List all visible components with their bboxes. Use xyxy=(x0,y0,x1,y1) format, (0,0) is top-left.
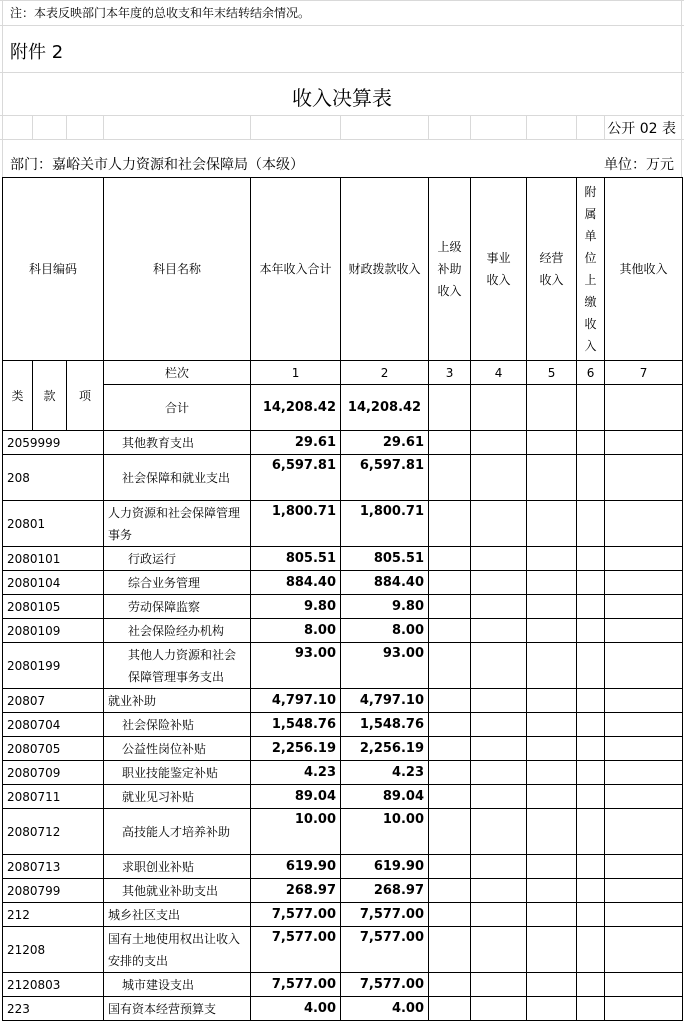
header-other: 其他收入 xyxy=(605,178,683,361)
subject-code: 2080704 xyxy=(3,713,104,737)
fiscal-income-cell: 7,577.00 xyxy=(341,927,429,973)
header-kuan: 款 xyxy=(33,361,67,431)
fiscal-income-cell: 29.61 xyxy=(341,431,429,455)
empty-cell xyxy=(577,689,605,713)
empty-cell xyxy=(605,809,683,855)
subject-code: 2080199 xyxy=(3,643,104,689)
subject-name: 职业技能鉴定补贴 xyxy=(104,761,251,785)
col-index-1: 1 xyxy=(251,361,341,385)
table-row xyxy=(3,855,683,879)
total-fiscal: 14,208.42 xyxy=(341,385,429,431)
empty-cell xyxy=(471,689,527,713)
empty-cell xyxy=(605,571,683,595)
empty-cell xyxy=(527,689,577,713)
header-superior: 上级补助收入 xyxy=(429,178,471,361)
table-row xyxy=(3,761,683,785)
subject-code: 2080705 xyxy=(3,737,104,761)
empty-cell xyxy=(577,761,605,785)
empty-cell xyxy=(605,689,683,713)
table-row xyxy=(3,689,683,713)
subject-name: 社会保障和就业支出 xyxy=(104,455,251,501)
income-table xyxy=(2,177,683,1021)
fiscal-income-cell: 93.00 xyxy=(341,643,429,689)
empty-cell xyxy=(605,855,683,879)
empty-cell xyxy=(527,571,577,595)
empty-cell xyxy=(471,927,527,973)
empty-cell xyxy=(577,385,605,431)
empty-cell xyxy=(429,785,471,809)
empty-cell xyxy=(527,737,577,761)
header-total: 本年收入合计 xyxy=(251,178,341,361)
total-income-cell: 6,597.81 xyxy=(251,455,341,501)
empty-cell xyxy=(605,761,683,785)
fiscal-income-cell: 619.90 xyxy=(341,855,429,879)
gridline xyxy=(32,115,33,139)
subject-name: 其他人力资源和社会保障管理事务支出 xyxy=(104,643,251,689)
gridline xyxy=(0,25,684,26)
total-income-cell: 619.90 xyxy=(251,855,341,879)
empty-cell xyxy=(471,997,527,1021)
empty-cell xyxy=(605,431,683,455)
empty-cell xyxy=(527,547,577,571)
empty-cell xyxy=(471,571,527,595)
total-income-cell: 9.80 xyxy=(251,595,341,619)
table-row xyxy=(3,737,683,761)
gridline xyxy=(0,139,684,140)
table-row xyxy=(3,571,683,595)
empty-cell xyxy=(577,643,605,689)
subject-name: 劳动保障监察 xyxy=(104,595,251,619)
empty-cell xyxy=(471,547,527,571)
subject-code: 2080713 xyxy=(3,855,104,879)
empty-cell xyxy=(527,785,577,809)
empty-cell xyxy=(605,737,683,761)
header-row xyxy=(3,178,683,361)
subject-name: 城市建设支出 xyxy=(104,973,251,997)
gridline xyxy=(470,115,471,139)
table-row xyxy=(3,595,683,619)
empty-cell xyxy=(527,595,577,619)
empty-cell xyxy=(577,571,605,595)
empty-cell xyxy=(527,643,577,689)
empty-cell xyxy=(577,809,605,855)
fiscal-income-cell: 4.23 xyxy=(341,761,429,785)
empty-cell xyxy=(577,997,605,1021)
subject-code: 223 xyxy=(3,997,104,1021)
header-fiscal: 财政拨款收入 xyxy=(341,178,429,361)
gridline xyxy=(340,115,341,139)
empty-cell xyxy=(527,713,577,737)
empty-cell xyxy=(471,713,527,737)
fiscal-income-cell: 89.04 xyxy=(341,785,429,809)
subject-code: 2080709 xyxy=(3,761,104,785)
empty-cell xyxy=(527,501,577,547)
empty-cell xyxy=(471,879,527,903)
subject-name: 行政运行 xyxy=(104,547,251,571)
empty-cell xyxy=(471,501,527,547)
table-row xyxy=(3,973,683,997)
empty-cell xyxy=(429,997,471,1021)
col-index-5: 5 xyxy=(527,361,577,385)
empty-cell xyxy=(527,385,577,431)
column-index-row xyxy=(3,361,683,385)
subject-name: 人力资源和社会保障管理事务 xyxy=(104,501,251,547)
empty-cell xyxy=(471,385,527,431)
lanci-label: 栏次 xyxy=(104,361,251,385)
empty-cell xyxy=(605,879,683,903)
fiscal-income-cell: 10.00 xyxy=(341,809,429,855)
subject-code: 2080104 xyxy=(3,571,104,595)
subject-name: 高技能人才培养补助 xyxy=(104,809,251,855)
empty-cell xyxy=(429,927,471,973)
empty-cell xyxy=(527,879,577,903)
col-index-4: 4 xyxy=(471,361,527,385)
attachment-label: 附件 2 xyxy=(10,42,64,63)
fiscal-income-cell: 1,800.71 xyxy=(341,501,429,547)
empty-cell xyxy=(429,643,471,689)
subject-code: 2080712 xyxy=(3,809,104,855)
total-income: 14,208.42 xyxy=(251,385,341,431)
empty-cell xyxy=(429,619,471,643)
empty-cell xyxy=(605,385,683,431)
total-income-cell: 1,800.71 xyxy=(251,501,341,547)
gridline xyxy=(66,115,67,139)
subject-name: 其他教育支出 xyxy=(104,431,251,455)
total-income-cell: 884.40 xyxy=(251,571,341,595)
gridline xyxy=(0,0,684,1)
empty-cell xyxy=(577,879,605,903)
table-row xyxy=(3,903,683,927)
empty-cell xyxy=(471,809,527,855)
subject-code: 20807 xyxy=(3,689,104,713)
fiscal-income-cell: 7,577.00 xyxy=(341,903,429,927)
table-row xyxy=(3,879,683,903)
subject-code: 2080799 xyxy=(3,879,104,903)
total-income-cell: 805.51 xyxy=(251,547,341,571)
empty-cell xyxy=(429,547,471,571)
empty-cell xyxy=(429,431,471,455)
gridline xyxy=(576,115,577,139)
empty-cell xyxy=(527,997,577,1021)
empty-cell xyxy=(471,737,527,761)
subject-name: 社会保险补贴 xyxy=(104,713,251,737)
total-income-cell: 2,256.19 xyxy=(251,737,341,761)
empty-cell xyxy=(429,903,471,927)
empty-cell xyxy=(577,927,605,973)
total-income-cell: 89.04 xyxy=(251,785,341,809)
empty-cell xyxy=(471,455,527,501)
empty-cell xyxy=(429,501,471,547)
subject-name: 国有土地使用权出让收入安排的支出 xyxy=(104,927,251,973)
header-code: 科目编码 xyxy=(3,178,104,361)
subject-name: 公益性岗位补贴 xyxy=(104,737,251,761)
subject-code: 2080101 xyxy=(3,547,104,571)
total-income-cell: 4,797.10 xyxy=(251,689,341,713)
gridline xyxy=(526,115,527,139)
subject-name: 社会保险经办机构 xyxy=(104,619,251,643)
gridline xyxy=(0,72,684,73)
total-income-cell: 4.23 xyxy=(251,761,341,785)
header-business: 事业收入 xyxy=(471,178,527,361)
table-row xyxy=(3,809,683,855)
empty-cell xyxy=(527,855,577,879)
total-income-cell: 29.61 xyxy=(251,431,341,455)
empty-cell xyxy=(429,595,471,619)
fiscal-income-cell: 6,597.81 xyxy=(341,455,429,501)
empty-cell xyxy=(577,713,605,737)
col-index-6: 6 xyxy=(577,361,605,385)
total-income-cell: 7,577.00 xyxy=(251,903,341,927)
empty-cell xyxy=(527,455,577,501)
gridline xyxy=(250,115,251,139)
header-xiang: 项 xyxy=(67,361,104,431)
empty-cell xyxy=(471,855,527,879)
subject-name: 求职创业补贴 xyxy=(104,855,251,879)
subject-name: 城乡社区支出 xyxy=(104,903,251,927)
table-row xyxy=(3,547,683,571)
table-row xyxy=(3,619,683,643)
total-income-cell: 7,577.00 xyxy=(251,973,341,997)
empty-cell xyxy=(605,643,683,689)
table-row xyxy=(3,927,683,973)
header-affiliated: 附属单位上缴收入 xyxy=(577,178,605,361)
table-row xyxy=(3,455,683,501)
fiscal-income-cell: 268.97 xyxy=(341,879,429,903)
empty-cell xyxy=(471,643,527,689)
header-name: 科目名称 xyxy=(104,178,251,361)
empty-cell xyxy=(577,455,605,501)
subject-name: 其他就业补助支出 xyxy=(104,879,251,903)
department-label: 部门：嘉峪关市人力资源和社会保障局（本级） xyxy=(10,157,304,173)
subject-name: 综合业务管理 xyxy=(104,571,251,595)
empty-cell xyxy=(429,879,471,903)
empty-cell xyxy=(577,785,605,809)
empty-cell xyxy=(527,809,577,855)
col-index-7: 7 xyxy=(605,361,683,385)
empty-cell xyxy=(527,903,577,927)
total-label: 合计 xyxy=(104,385,251,431)
fiscal-income-cell: 1,548.76 xyxy=(341,713,429,737)
empty-cell xyxy=(429,855,471,879)
gridline xyxy=(428,115,429,139)
empty-cell xyxy=(527,761,577,785)
empty-cell xyxy=(577,973,605,997)
empty-cell xyxy=(605,501,683,547)
empty-cell xyxy=(605,785,683,809)
subject-code: 20801 xyxy=(3,501,104,547)
empty-cell xyxy=(471,761,527,785)
total-income-cell: 4.00 xyxy=(251,997,341,1021)
subject-code: 2059999 xyxy=(3,431,104,455)
empty-cell xyxy=(527,927,577,973)
fiscal-income-cell: 2,256.19 xyxy=(341,737,429,761)
subject-name: 就业见习补贴 xyxy=(104,785,251,809)
empty-cell xyxy=(471,619,527,643)
empty-cell xyxy=(577,855,605,879)
table-row xyxy=(3,643,683,689)
subject-code: 21208 xyxy=(3,927,104,973)
empty-cell xyxy=(605,997,683,1021)
total-income-cell: 7,577.00 xyxy=(251,927,341,973)
subject-code: 2080105 xyxy=(3,595,104,619)
empty-cell xyxy=(471,973,527,997)
empty-cell xyxy=(577,903,605,927)
empty-cell xyxy=(429,689,471,713)
unit-label: 单位：万元 xyxy=(604,157,674,173)
total-income-cell: 1,548.76 xyxy=(251,713,341,737)
gridline xyxy=(604,115,605,139)
empty-cell xyxy=(429,809,471,855)
empty-cell xyxy=(577,547,605,571)
gridline xyxy=(103,115,104,139)
total-row xyxy=(3,385,683,431)
fiscal-income-cell: 7,577.00 xyxy=(341,973,429,997)
fiscal-income-cell: 805.51 xyxy=(341,547,429,571)
empty-cell xyxy=(577,737,605,761)
empty-cell xyxy=(605,595,683,619)
empty-cell xyxy=(605,973,683,997)
header-lei: 类 xyxy=(3,361,33,431)
fiscal-income-cell: 884.40 xyxy=(341,571,429,595)
empty-cell xyxy=(605,927,683,973)
total-income-cell: 8.00 xyxy=(251,619,341,643)
fiscal-income-cell: 4,797.10 xyxy=(341,689,429,713)
subject-code: 2080109 xyxy=(3,619,104,643)
subject-code: 2080711 xyxy=(3,785,104,809)
empty-cell xyxy=(471,431,527,455)
table-row xyxy=(3,785,683,809)
total-income-cell: 93.00 xyxy=(251,643,341,689)
form-code: 公开 02 表 xyxy=(607,121,676,137)
empty-cell xyxy=(429,455,471,501)
empty-cell xyxy=(429,973,471,997)
col-index-2: 2 xyxy=(341,361,429,385)
total-income-cell: 10.00 xyxy=(251,809,341,855)
total-income-cell: 268.97 xyxy=(251,879,341,903)
empty-cell xyxy=(471,595,527,619)
fiscal-income-cell: 4.00 xyxy=(341,997,429,1021)
empty-cell xyxy=(605,903,683,927)
table-note: 注：本表反映部门本年度的总收支和年末结转结余情况。 xyxy=(10,6,311,20)
subject-name: 就业补助 xyxy=(104,689,251,713)
table-row xyxy=(3,501,683,547)
empty-cell xyxy=(577,431,605,455)
subject-code: 208 xyxy=(3,455,104,501)
empty-cell xyxy=(605,455,683,501)
empty-cell xyxy=(577,619,605,643)
fiscal-income-cell: 8.00 xyxy=(341,619,429,643)
table-row xyxy=(3,713,683,737)
empty-cell xyxy=(577,501,605,547)
empty-cell xyxy=(429,761,471,785)
empty-cell xyxy=(429,571,471,595)
empty-cell xyxy=(605,713,683,737)
empty-cell xyxy=(605,619,683,643)
col-index-3: 3 xyxy=(429,361,471,385)
fiscal-income-cell: 9.80 xyxy=(341,595,429,619)
table-row xyxy=(3,431,683,455)
empty-cell xyxy=(527,619,577,643)
header-operating: 经营收入 xyxy=(527,178,577,361)
empty-cell xyxy=(577,595,605,619)
empty-cell xyxy=(429,737,471,761)
empty-cell xyxy=(429,713,471,737)
subject-name: 国有资本经营预算支 xyxy=(104,997,251,1021)
subject-code: 212 xyxy=(3,903,104,927)
empty-cell xyxy=(471,903,527,927)
empty-cell xyxy=(527,973,577,997)
table-row xyxy=(3,997,683,1021)
page-title: 收入决算表 xyxy=(292,86,392,110)
empty-cell xyxy=(429,385,471,431)
empty-cell xyxy=(605,547,683,571)
subject-code: 2120803 xyxy=(3,973,104,997)
empty-cell xyxy=(527,431,577,455)
empty-cell xyxy=(471,785,527,809)
